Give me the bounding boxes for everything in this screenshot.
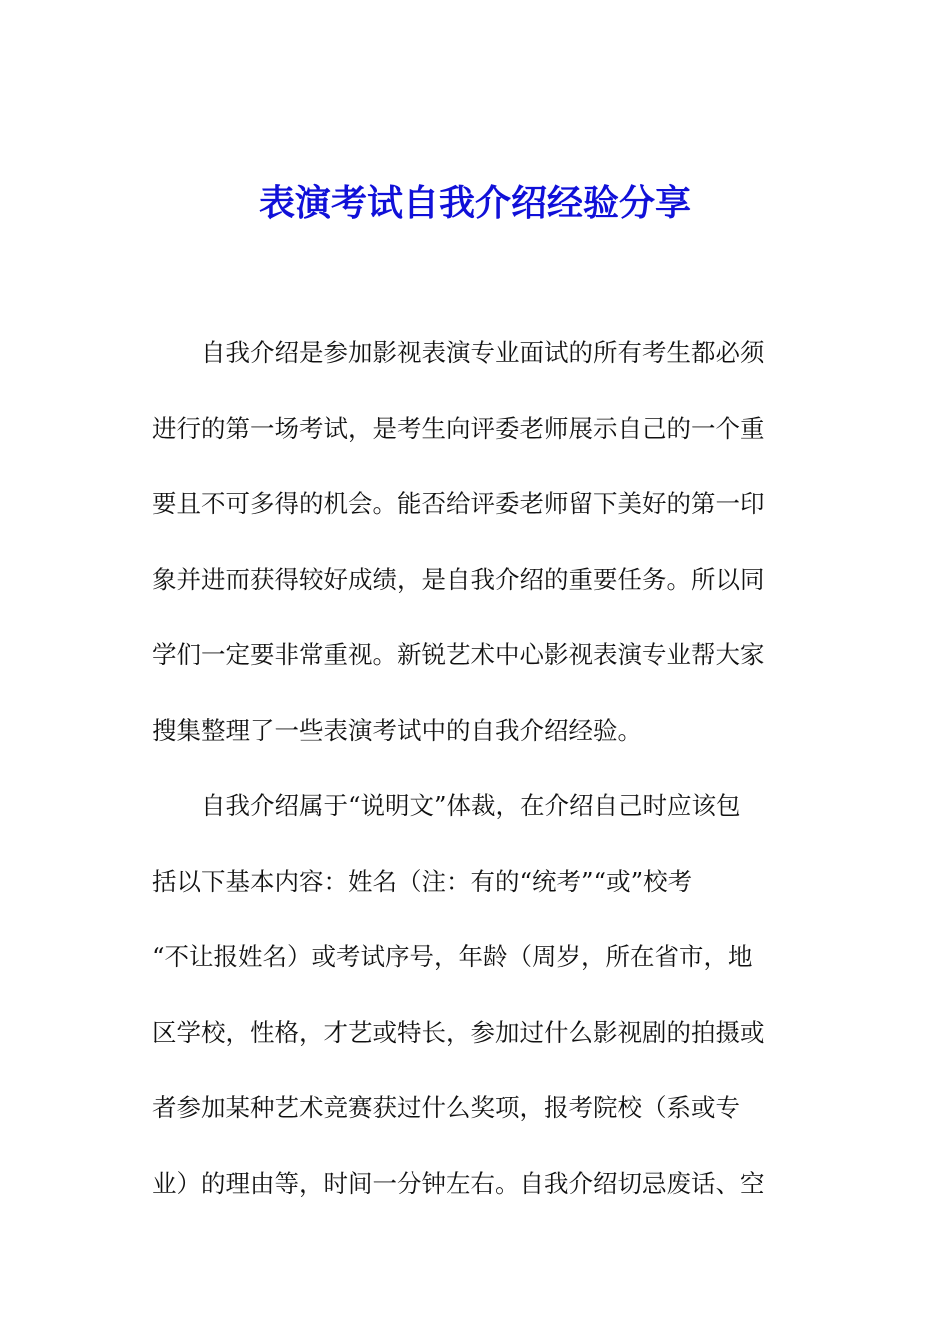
paragraph-line: 括以下基本内容：姓名（注：有的“统考”“或”校考 xyxy=(152,866,693,896)
document-title: 表演考试自我介绍经验分享 xyxy=(258,182,691,224)
paragraph-line: 学们一定要非常重视。新锐艺术中心影视表演专业帮大家 xyxy=(152,640,765,669)
paragraph-intro xyxy=(152,315,792,768)
paragraph-line: 区学校，性格，才艺或特长，参加过什么影视剧的拍摄或 xyxy=(152,1017,765,1047)
paragraph-line: 要且不可多得的机会。能否给评委老师留下美好的第一印 xyxy=(152,489,765,518)
paragraph-line: 业）的理由等，时间一分钟左右。自我介绍切忌废话、空 xyxy=(152,1168,765,1198)
paragraph-line: “不让报姓名）或考试序号，年龄（周岁，所在省市，地 xyxy=(152,942,753,971)
paragraph-content xyxy=(152,768,792,1221)
paragraph-line: 搜集整理了一些表演考试中的自我介绍经验。 xyxy=(152,715,642,745)
paragraph-line: 进行的第一场考试，是考生向评委老师展示自己的一个重 xyxy=(152,413,765,443)
paragraph-line: 自我介绍是参加影视表演专业面试的所有考生都必须 xyxy=(201,338,765,367)
paragraph-line: 自我介绍属于“说明文”体裁，在介绍自己时应该包 xyxy=(201,791,741,820)
paragraph-line: 象并进而获得较好成绩，是自我介绍的重要任务。所以同 xyxy=(152,564,765,594)
paragraph-line: 者参加某种艺术竞赛获过什么奖项，报考院校（系或专 xyxy=(152,1093,740,1122)
